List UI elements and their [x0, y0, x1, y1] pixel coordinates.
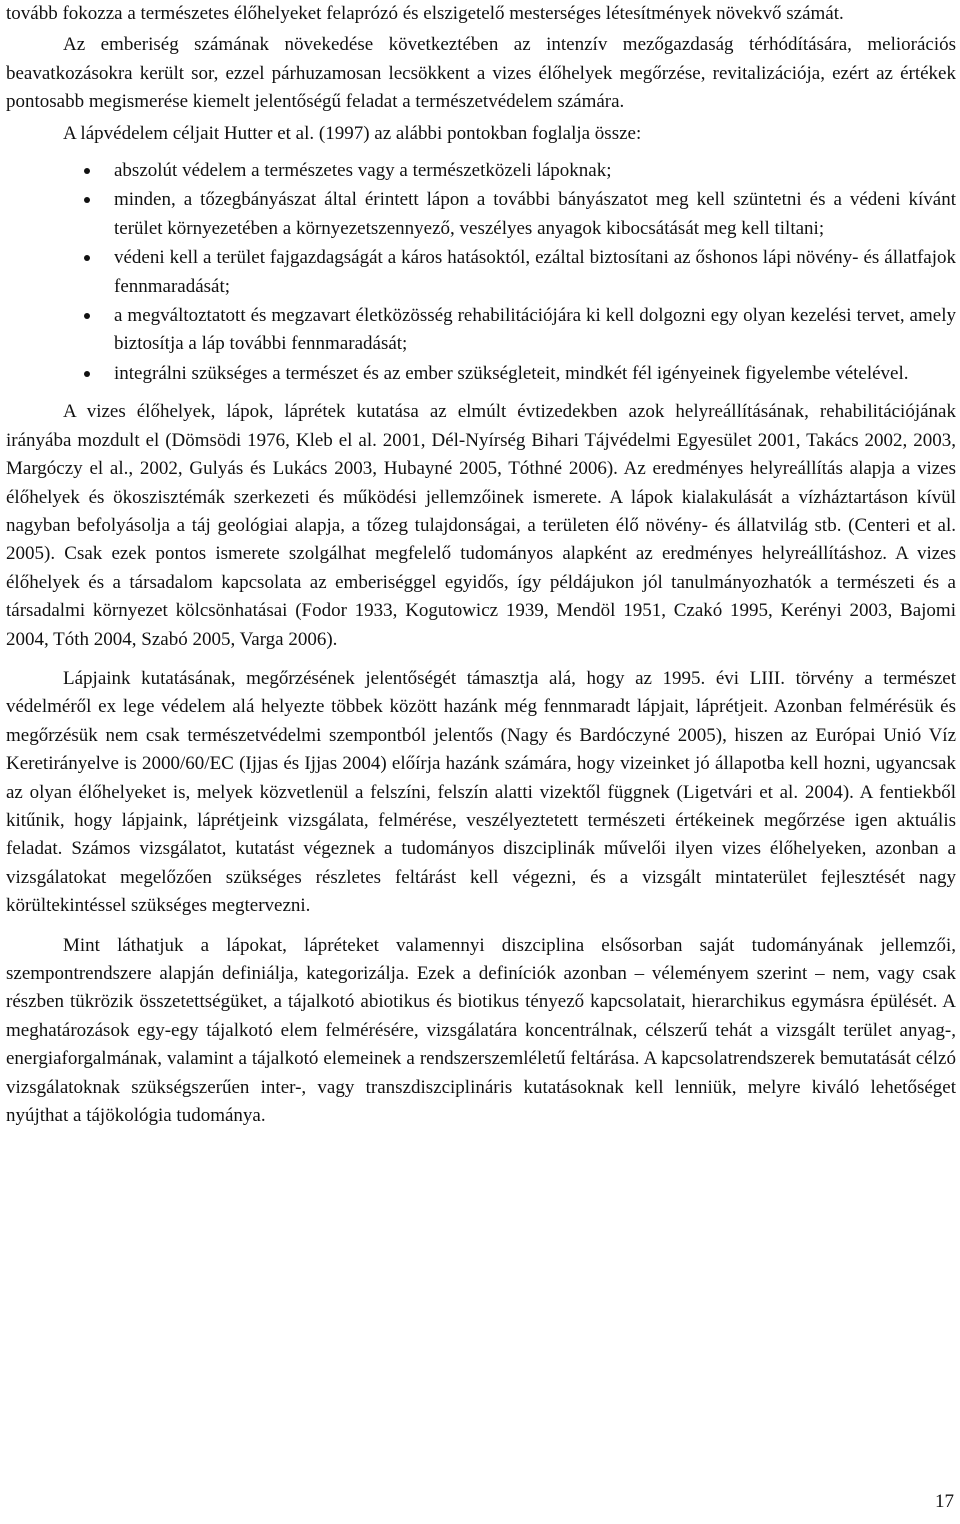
- list-item: [6, 360, 956, 388]
- paragraph-disciplines: Mint láthatjuk a lápokat, lápréteket valamennyi diszciplina elsősorban saját tudományának jellemzői, szempontrendszere alapján definiálja, kategorizálja. Ezek a definíciók azonban – véleményem szerint – nem, vagy csak részben tükrözik összetettségüket, a tájalkotó abiotikus és biotikus tényező kapcsolatait, hierarchikus egymásra épülését. A meghatározások egy-egy tájalkotó elem felmérésére, vizsgálatára koncentrálnak, célszerű tehát a vizsgált terület anyag-, energiaforgalmának, valamint a tájalkotó elemeinek a rendszerszemléletű feltárása. A kapcsolatrendszerek bemutatását célzó vizsgálatoknak szükségszerűen inter-, vagy transzdiszciplináris kutatásoknak kell lenniük, melyre kiváló lehetőséget nyújthat a tájökológia tudománya.: [6, 934, 956, 1127]
- bullet-icon: [84, 197, 90, 203]
- bullet-icon: [84, 371, 90, 377]
- paragraph-bog-protection-goals: A lápvédelem céljait Hutter et al. (1997) az alábbi pontokban foglalja össze:: [63, 122, 642, 144]
- list-item: [6, 157, 956, 185]
- paragraph-intensive-agriculture: Az emberiség számának növekedése következtében az intenzív mezőgazdaság térhódítására, meliorációs beavatkozásokra került sor, ezzel párhuzamosan lecsökkent a vizes élőhelyek megőrzése, revitalizációja, ezért az értékek pontosabb megismerése kiemelt jelentőségű feladat a természetvédelem számára.: [6, 34, 956, 113]
- paragraph-continuation: tovább fokozza a természetes élőhelyeket felaprózó és elszigetelő mesterséges létesítmények növekvő számát.: [6, 3, 844, 24]
- bog-protection-list: [6, 157, 956, 388]
- list-item-text: abszolút védelem a természetes vagy a természetközeli lápoknak;: [114, 160, 612, 182]
- list-item: [6, 186, 956, 243]
- paragraph-bog-significance: Lápjaink kutatásának, megőrzésének jelentőségét támasztja alá, hogy az 1995. évi LIII. törvény a természet védelméről ex lege védelem alá helyezte többek között hazánk még fennmaradt lápjait, láprétjeit. Azonban felmérésük és megőrzésük nem csak természetvédelmi szempontból jelentős (Nagy és Bardóczyné 2005), hiszen az Európai Unió Víz Keretirányelve is 2000/60/EC (Ijjas és Ijjas 2004) előírja hazánk számára, hogy vizeinket jó állapotba kell hozni, ugyancsak az olyan élőhelyeket is, melyek közvetlenül a felszíni, felszín alatti vizektől függnek (Ligetvári et al. 2004). A fentiekből kitűnik, hogy lápjaink, láprétjeink vizsgálata, felmérése, veszélyeztetett természeti értékeinek megőrzése igen aktuális feladat. Számos vizsgálatot, kutatást végeznek a tudományos diszciplinák művelői ilyen vizes élőhelyeken, azonban a vizsgálatokat megelőzően szükséges részletes feltárást kell végezni, és a vizsgált mintaterület fejlesztését nagy körültekintéssel szükséges megtervezni.: [6, 667, 956, 917]
- list-item-text: minden, a tőzegbányászat által érintett lápon a további bányászatot meg kell szüntetni és a védeni kívánt terület környezetében a környezetszennyező, veszélyes anyagok kibocsátását meg kell tiltani;: [114, 189, 956, 239]
- bullet-icon: [84, 313, 90, 319]
- paragraph-wetland-research: A vizes élőhelyek, lápok, láprétek kutatása az elmúlt évtizedekben azok helyreállításának, rehabilitációjának irányába mozdult el (Dömsödi 1976, Kleb el al. 2001, Dél-Nyírség Bihari Tájvédelmi Egyesület 2001, Takács 2002, 2003, Margóczy el al., 2002, Gulyás és Lukács 2003, Hubayné 2005, Tóthné 2006). Az eredményes helyreállítás alapja a vizes élőhelyek és ökoszisztémák szerkezeti és működési jellemzőinek ismerete. A lápok kialakulását a vízháztartáson kívül nagyban befolyásolja a táj geológiai alapja, a tőzeg tulajdonságai, a területen élő növény- és állatvilág stb. (Centeri et al. 2005). Csak ezek pontos ismerete szolgálhat megfelelő tudományos alapként az eredményes helyreállításhoz. A vizes élőhelyek és a társadalom kapcsolata az emberiséggel egyidős, így példájukon jól tanulmányozhatók a természeti és a társadalmi környezet kölcsönhatásai (Fodor 1933, Kogutowicz 1939, Mendöl 1951, Czakó 1995, Kerényi 2003, Bajomi 2004, Tóth 2004, Szabó 2005, Varga 2006).: [6, 401, 956, 650]
- bullet-icon: [84, 168, 90, 174]
- list-item-text: a megváltoztatott és megzavart életközösség rehabilitációjára ki kell dolgozni egy olyan kezelési tervet, amely biztosítja a láp további fennmaradását;: [114, 305, 956, 355]
- page-number: 17: [935, 1491, 954, 1512]
- list-item-text: integrálni szükséges a természet és az ember szükségleteit, mindkét fél igényeinek figyelembe vételével.: [114, 362, 909, 384]
- list-item: [6, 244, 956, 301]
- list-item-text: védeni kell a terület fajgazdagságát a káros hatásoktól, ezáltal biztosítani az őshonos lápi növény- és állatfajok fennmaradását;: [114, 247, 956, 297]
- document-page: [6, 0, 956, 1130]
- list-item: [6, 302, 956, 359]
- bullet-icon: [84, 255, 90, 261]
